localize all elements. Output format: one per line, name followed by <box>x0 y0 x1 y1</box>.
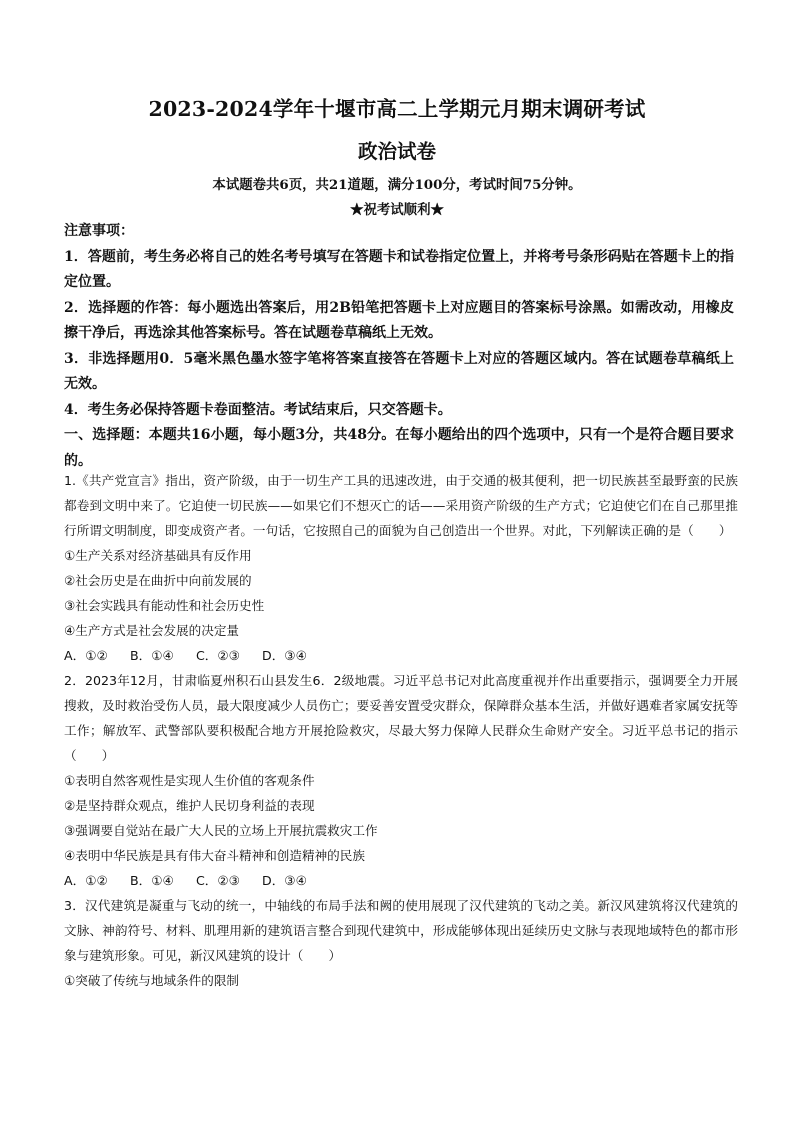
choice-c: C．②③ <box>196 648 240 663</box>
choice-a: A．①② <box>64 873 108 888</box>
question-1-option-2: ②社会历史是在曲折中向前发展的 <box>64 573 252 588</box>
notes-item-2: 2．选择题的作答：每小题选出答案后，用2B铅笔把答题卡上对应题目的答案标号涂黑。如需改动，用橡皮擦干净后，再选涂其他答案标号。答在试题卷草稿纸上无效。 <box>64 299 734 341</box>
choice-d: D．③④ <box>262 648 307 663</box>
choice-d: D．③④ <box>262 873 307 888</box>
good-luck-line: ★祝考试顺利★ <box>350 202 444 218</box>
section-heading: 一、选择题：本题共16小题，每小题3分，共48分。在每小题给出的四个选项中，只有一个是符合题目要求的。 <box>64 427 734 469</box>
exam-info: 本试题卷共6页，共21道题，满分100分，考试时间75分钟。 <box>212 177 582 193</box>
choice-a: A．①② <box>64 648 108 663</box>
question-3-stem: 3．汉代建筑是凝重与飞动的统一，中轴线的布局手法和阙的使用展现了汉代建筑的飞动之美。新汉风建筑将汉代建筑的文脉、神韵符号、材料、肌理用新的建筑语言整合到现代建筑中，形成能够体现出延续历史文脉与表现地域特色的都市形象与建筑形象。可见，新汉风建筑的设计（ ） <box>64 898 738 963</box>
question-2-choices <box>64 868 738 893</box>
question-2-option-4: ④表明中华民族是具有伟大奋斗精神和创造精神的民族 <box>64 848 365 863</box>
question-1-option-3: ③社会实践具有能动性和社会历史性 <box>64 598 265 613</box>
question-2-option-3: ③强调要自觉站在最广大人民的立场上开展抗震救灾工作 <box>64 823 378 838</box>
question-1-stem: 1.《共产党宣言》指出，资产阶级，由于一切生产工具的迅速改进，由于交通的极其便利，把一切民族甚至最野蛮的民族都卷到文明中来了。它迫使一切民族——如果它们不想灭亡的话——采用资产阶级的生产方式；它迫使它们在自己那里推行所谓文明制度，即变成资产者。一句话，它按照自己的面貌为自己创造出一个世界。对此，下列解读正确的是（ ） <box>64 473 738 538</box>
question-3-option-1: ①突破了传统与地域条件的限制 <box>64 973 240 988</box>
notes-section <box>64 219 734 474</box>
question-1-choices <box>64 643 738 668</box>
notes-item-1: 1．答题前，考生务必将自己的姓名考号填写在答题卡和试卷指定位置上，并将考号条形码贴在答题卡上的指定位置。 <box>64 248 734 290</box>
notes-item-4: 4．考生务必保持答题卡卷面整洁。考试结束后，只交答题卡。 <box>64 401 452 418</box>
questions-section <box>64 468 738 993</box>
notes-heading: 注意事项： <box>64 223 134 239</box>
question-2-option-2: ②是坚持群众观点，维护人民切身利益的表现 <box>64 798 315 813</box>
question-2-stem: 2．2023年12月，甘肃临夏州积石山县发生6．2级地震。习近平总书记对此高度重视并作出重要指示，强调要全力开展搜救，及时救治受伤人员，最大限度减少人员伤亡；要妥善安置受灾群众，保障群众基本生活，并做好遇难者家属安抚等工作；解放军、武警部队要积极配合地方开展抢险救灾，尽最大努力保障人民群众生命财产安全。习近平总书记的指示（ ） <box>64 673 738 763</box>
choice-c: C．②③ <box>196 873 240 888</box>
notes-item-3: 3．非选择题用0．5毫米黑色墨水签字笔将答案直接答在答题卡上对应的答题区域内。答在试题卷草稿纸上无效。 <box>64 350 734 392</box>
question-2-option-1: ①表明自然客观性是实现人生价值的客观条件 <box>64 773 315 788</box>
exam-subtitle: 政治试卷 <box>357 140 436 163</box>
choice-b: B．①④ <box>130 873 174 888</box>
choice-b: B．①④ <box>130 648 174 663</box>
question-1-option-1: ①生产关系对经济基础具有反作用 <box>64 548 252 563</box>
question-1-option-4: ④生产方式是社会发展的决定量 <box>64 623 240 638</box>
exam-title: 2023-2024学年十堰市高二上学期元月期末调研考试 <box>148 97 646 121</box>
